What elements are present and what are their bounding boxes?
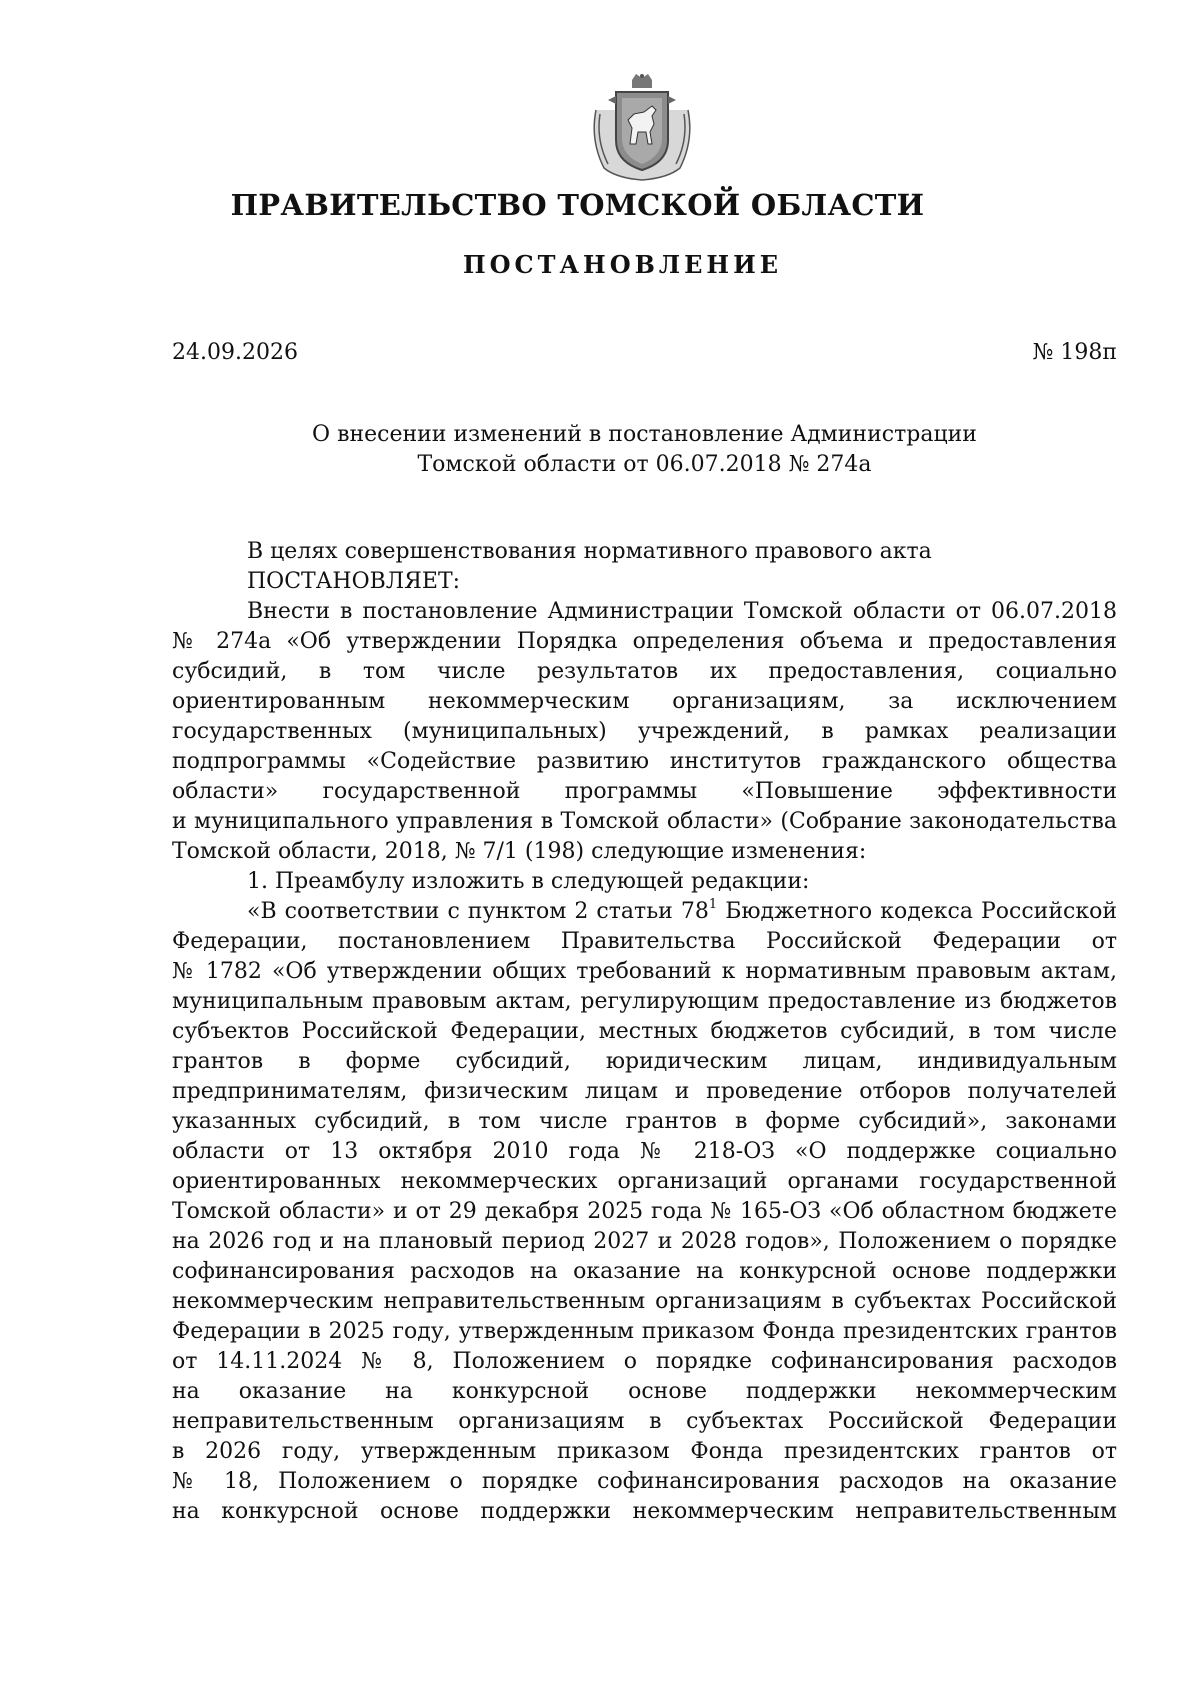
body-line: Федерации в 2025 году, утвержденным приказом Фонда президентских грантов bbox=[172, 1319, 1117, 1344]
body-line: субъектов Российской Федерации, местных бюджетов субсидий, в том числе bbox=[172, 1019, 1117, 1044]
body-line: субсидий, в том числе результатов их предоставления, социально bbox=[172, 659, 1117, 684]
body-line: № 1782 «Об утверждении общих требований к нормативным правовым актам, bbox=[172, 959, 1117, 984]
document-number: № 198п bbox=[1032, 340, 1117, 365]
body-line: в 2026 году, утвержденным приказом Фонда президентских грантов от bbox=[172, 1439, 1117, 1464]
body-text: Бюджетного кодекса Российской bbox=[725, 899, 1117, 924]
body-line: указанных субсидий, в том числе грантов в форме субсидий», законами bbox=[172, 1109, 1117, 1134]
body-line: В целях совершенствования нормативного правового акта bbox=[247, 539, 932, 564]
body-line: предпринимателям, физическим лицам и проведение отборов получателей bbox=[172, 1079, 1117, 1104]
body-line: Федерации, постановлением Правительства Российской Федерации от bbox=[172, 929, 1117, 954]
body-line: 1. Преамбулу изложить в следующей редакции: bbox=[247, 869, 810, 894]
body-line: и муниципального управления в Томской области» (Собрание законодательства bbox=[172, 809, 1117, 834]
body-text: «В соответствии с пунктом 2 статьи 78 bbox=[247, 899, 709, 924]
body-line: области» государственной программы «Повышение эффективности bbox=[172, 779, 1117, 804]
body-line: некоммерческим неправительственным организациям в субъектах Российской bbox=[172, 1289, 1117, 1314]
subject-line: Томской области от 06.07.2018 № 274а bbox=[417, 452, 872, 477]
body-line: софинансирования расходов на оказание на конкурсной основе поддержки bbox=[172, 1259, 1117, 1284]
body-line: на конкурсной основе поддержки некоммерческим неправительственным bbox=[172, 1499, 1117, 1524]
body-line: Внести в постановление Администрации Томской области от 06.07.2018 bbox=[247, 599, 1117, 624]
body-line: неправительственным организациям в субъектах Российской Федерации bbox=[172, 1409, 1117, 1434]
body-line: муниципальным правовым актам, регулирующим предоставление из бюджетов bbox=[172, 989, 1117, 1014]
body-line: на 2026 год и на плановый период 2027 и 2028 годов», Положением о порядке bbox=[172, 1229, 1117, 1254]
body-line: области от 13 октября 2010 года № 218-ОЗ «О поддержке социально bbox=[172, 1139, 1117, 1164]
document-type: ПОСТАНОВЛЕНИЕ bbox=[462, 250, 783, 279]
organization-title: ПРАВИТЕЛЬСТВО ТОМСКОЙ ОБЛАСТИ bbox=[230, 188, 925, 222]
document-body bbox=[172, 537, 1117, 1527]
body-line: ориентированным некоммерческим организациям, за исключением bbox=[172, 689, 1117, 714]
body-line: ориентированных некоммерческих организаций органами государственной bbox=[172, 1169, 1117, 1194]
document-subject bbox=[172, 420, 1117, 480]
coat-of-arms-icon bbox=[586, 70, 698, 182]
document-date: 24.09.2026 bbox=[172, 340, 298, 365]
body-line: № 274а «Об утверждении Порядка определения объема и предоставления bbox=[172, 629, 1117, 654]
body-line: грантов в форме субсидий, юридическим лицам, индивидуальным bbox=[172, 1049, 1117, 1074]
body-line: Томской области, 2018, № 7/1 (198) следующие изменения: bbox=[172, 839, 867, 864]
body-line: от 14.11.2024 № 8, Положением о порядке софинансирования расходов bbox=[172, 1349, 1117, 1374]
body-line-with-superscript bbox=[172, 897, 1117, 927]
subject-line: О внесении изменений в постановление Администрации bbox=[312, 422, 977, 447]
body-line: государственных (муниципальных) учреждений, в рамках реализации bbox=[172, 719, 1117, 744]
body-line: № 18, Положением о порядке софинансирования расходов на оказание bbox=[172, 1469, 1117, 1494]
body-line: на оказание на конкурсной основе поддержки некоммерческим bbox=[172, 1379, 1117, 1404]
body-line: Томской области» и от 29 декабря 2025 года № 165-ОЗ «Об областном бюджете bbox=[172, 1199, 1117, 1224]
body-line: ПОСТАНОВЛЯЕТ: bbox=[247, 569, 461, 594]
superscript: 1 bbox=[708, 897, 718, 912]
body-line: подпрограммы «Содействие развитию институтов гражданского общества bbox=[172, 749, 1117, 774]
